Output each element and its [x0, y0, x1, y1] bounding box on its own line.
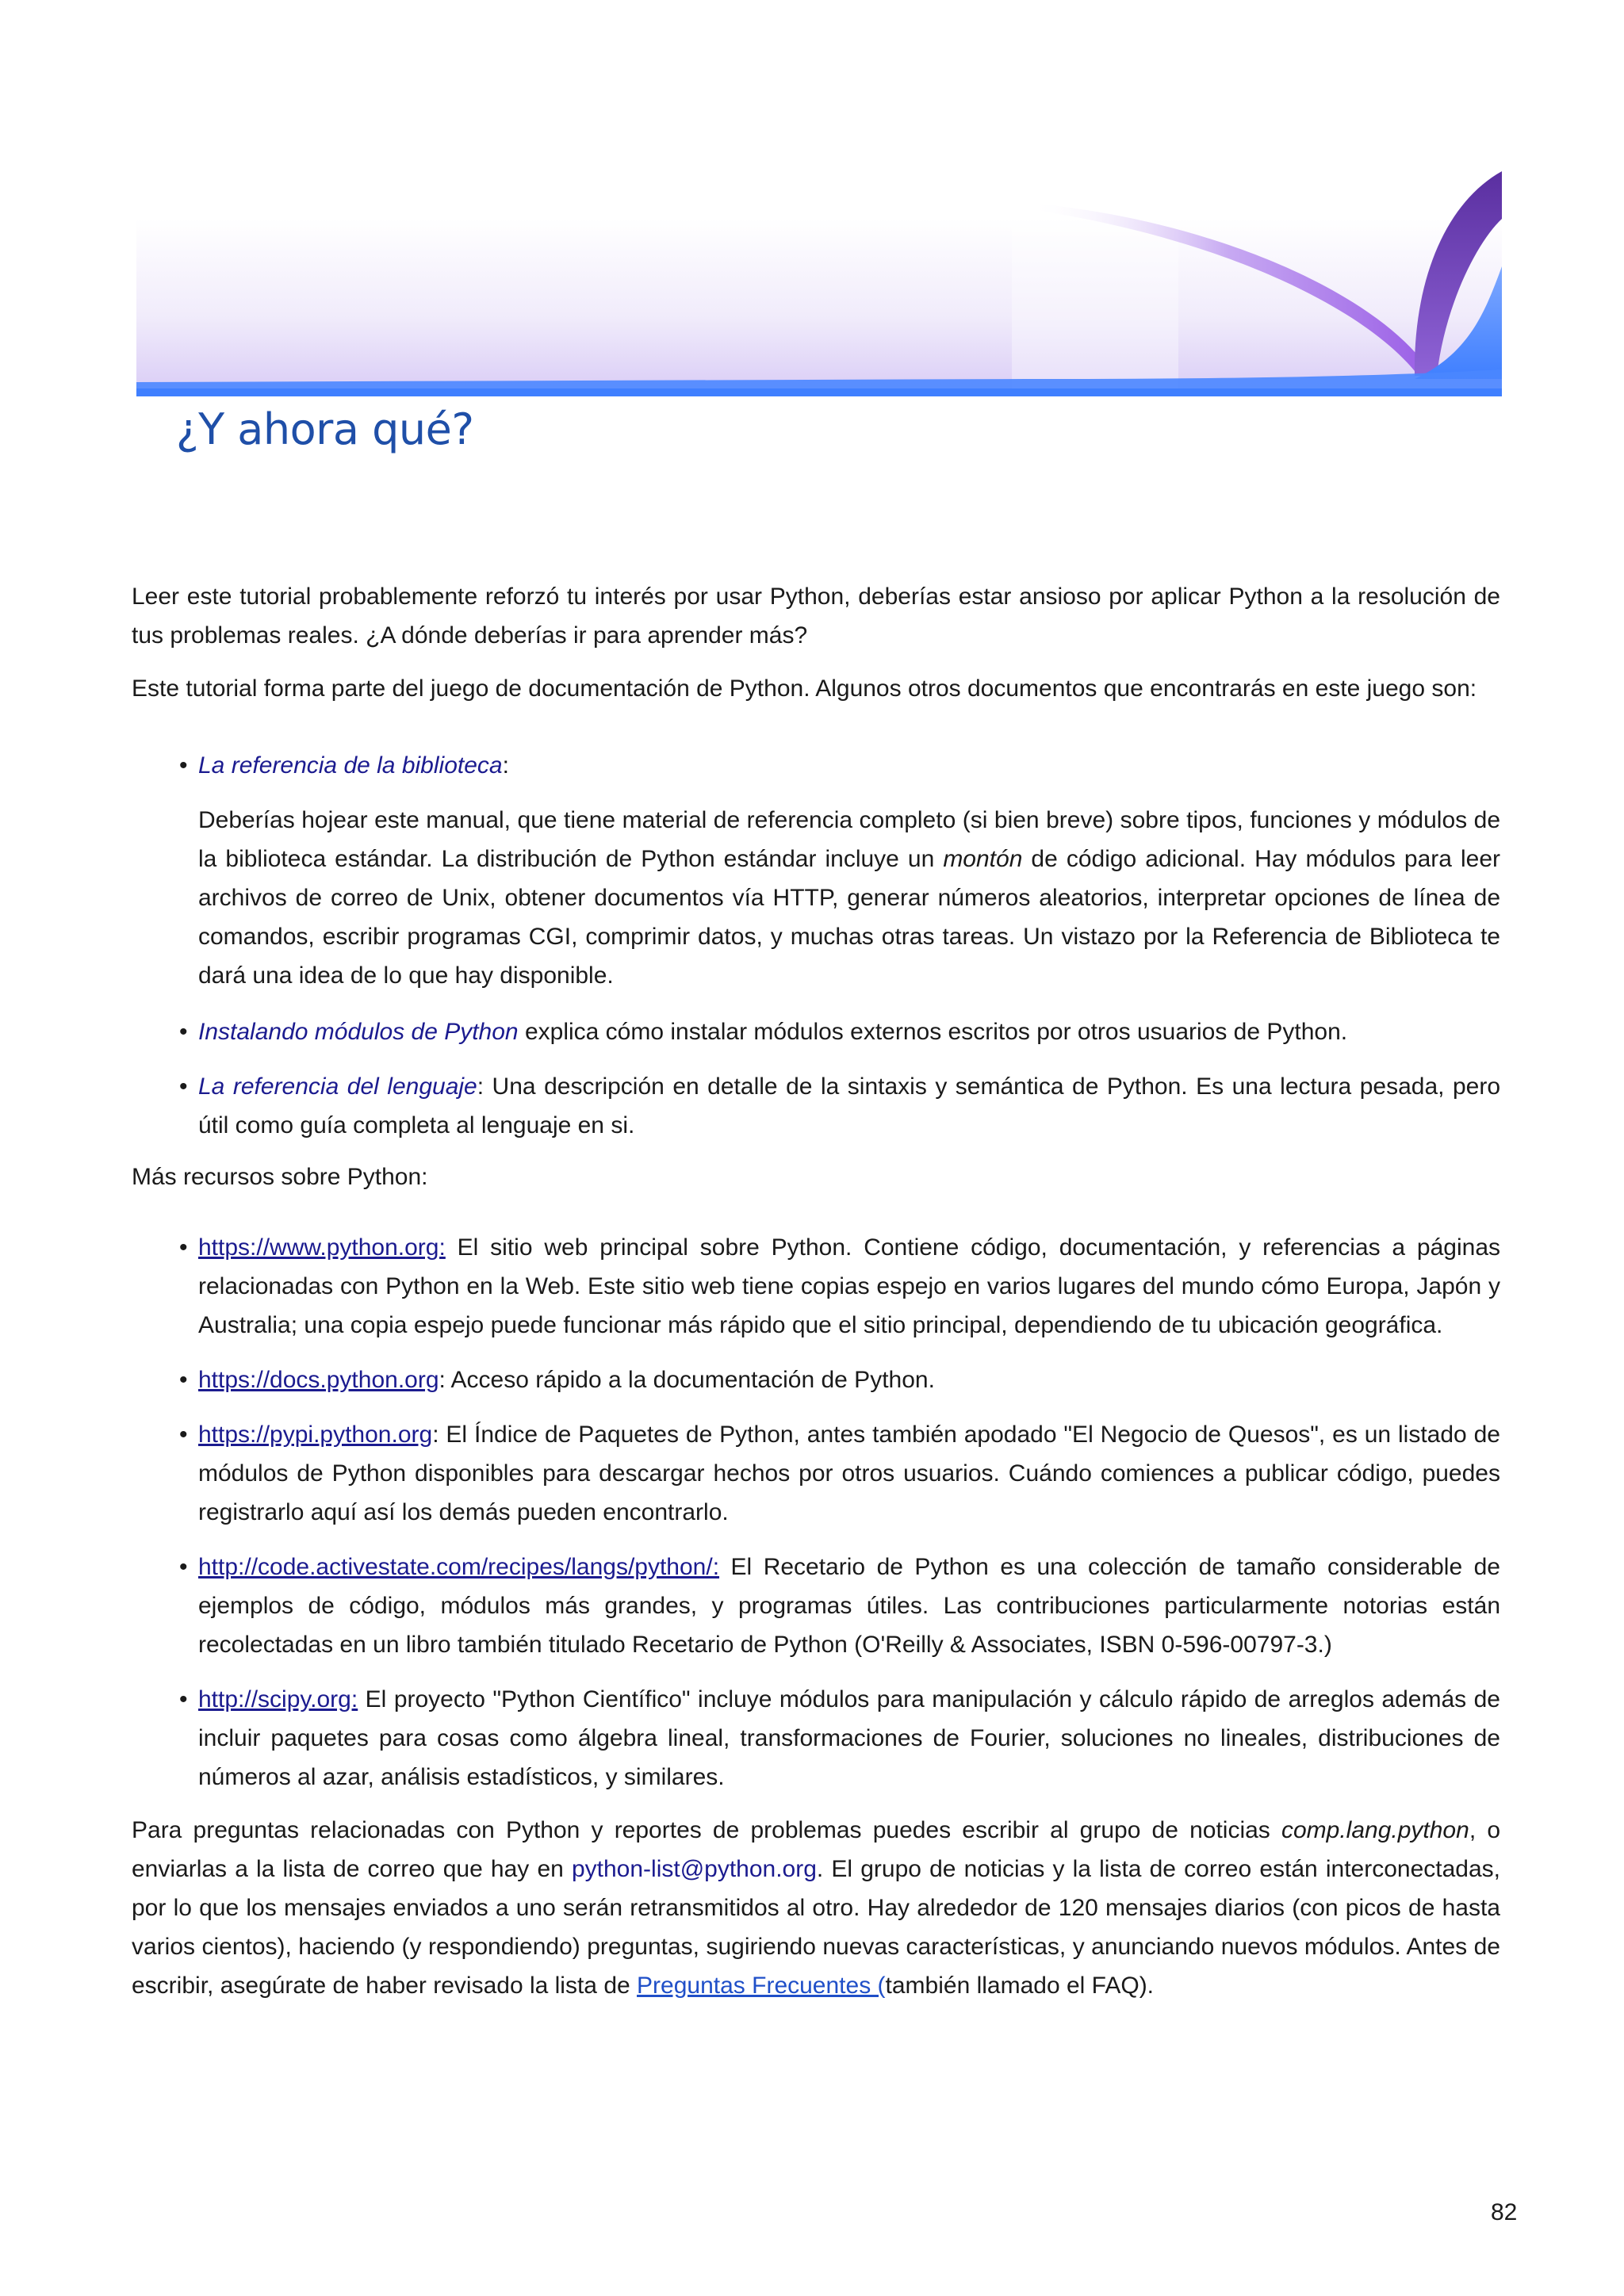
- bullet: •: [179, 1019, 188, 1045]
- closing-text-4: también llamado el FAQ).: [885, 1973, 1155, 1999]
- mailing-list-link[interactable]: python-list@python.org: [571, 1856, 817, 1882]
- newsgroup-name: comp.lang.python: [1281, 1817, 1469, 1843]
- list-item: [132, 1012, 1500, 1051]
- closing-paragraph: [132, 1811, 1500, 2005]
- library-desc-emphasis: montón: [943, 846, 1023, 872]
- list-item: [132, 1360, 1500, 1399]
- docs-list: [132, 746, 1500, 785]
- bullet: •: [179, 1686, 188, 1712]
- installing-text: explica cómo instalar módulos externos escritos por otros usuarios de Python.: [518, 1019, 1348, 1045]
- list-item: [132, 1548, 1500, 1664]
- bullet: •: [179, 752, 188, 779]
- page-number: 82: [1491, 2199, 1518, 2225]
- resource-text: : Acceso rápido a la documentación de Python.: [439, 1367, 935, 1393]
- docs-list-continued: [132, 1012, 1500, 1145]
- resource-text: : El Índice de Paquetes de Python, antes también apodado "El Negocio de Quesos", es un listado de módulos de Python disponibles para descargar hechos por otros usuarios. Cuándo comiences a publicar código, puedes registrarlo aquí así los demás pueden encontrarlo.: [198, 1422, 1500, 1525]
- bullet: •: [179, 1234, 188, 1261]
- bullet: •: [179, 1422, 188, 1448]
- language-text: : Una descripción en detalle de la sintaxis y semántica de Python. Es una lectura pesada, pero útil como guía completa al lenguaje en si.: [198, 1073, 1500, 1138]
- bullet: •: [179, 1554, 188, 1580]
- list-item: [132, 746, 1500, 785]
- docs-python-org-link[interactable]: https://docs.python.org: [198, 1367, 439, 1393]
- library-reference-link[interactable]: La referencia de la biblioteca: [198, 752, 503, 779]
- header-banner: [136, 171, 1502, 401]
- activestate-recipes-link[interactable]: http://code.activestate.com/recipes/langs/python/:: [198, 1554, 720, 1580]
- list-item: [132, 1415, 1500, 1532]
- language-reference-link[interactable]: La referencia del lenguaje: [198, 1073, 477, 1100]
- resources-heading: Más recursos sobre Python:: [132, 1164, 428, 1190]
- library-description: [198, 801, 1500, 995]
- resource-text: El proyecto "Python Científico" incluye módulos para manipulación y cálculo rápido de arreglos además de incluir paquetes para cosas como álgebra lineal, transformaciones de Fourier, soluciones no lineales, distribuciones de números al azar, análisis estadísticos, y similares.: [198, 1686, 1500, 1790]
- scipy-link[interactable]: http://scipy.org:: [198, 1686, 358, 1712]
- bullet: •: [179, 1367, 188, 1393]
- list-item: [132, 1680, 1500, 1797]
- bullet: •: [179, 1073, 188, 1100]
- intro-paragraph-2: Este tutorial forma parte del juego de documentación de Python. Algunos otros documentos que encontrarás en este juego son:: [132, 675, 1477, 702]
- list-item: [132, 1067, 1500, 1145]
- installing-modules-link[interactable]: Instalando módulos de Python: [198, 1019, 519, 1045]
- library-desc-text-2: de código adicional. Hay módulos para leer archivos de correo de Unix, obtener documentos vía HTTP, generar números aleatorios, interpretar opciones de línea de comandos, escribir programas CGI, comprimir datos, y muchas otras tareas. Un vistazo por la Referencia de Biblioteca te dará una idea de lo que hay disponible.: [198, 846, 1501, 989]
- page-title: ¿Y ahora qué?: [176, 404, 474, 454]
- resource-text: El sitio web principal sobre Python. Contiene código, documentación, y referencias a páginas relacionadas con Python en la Web. Este sitio web tiene copias espejo en varios lugares del mundo cómo Europa, Japón y Australia; una copia espejo puede funcionar más rápido que el sitio principal, dependiendo de tu ubicación geográfica.: [198, 1234, 1500, 1338]
- closing-text-2: , o enviarlas a la lista de correo que hay en: [132, 1817, 1501, 1882]
- pypi-link[interactable]: https://pypi.python.org: [198, 1422, 433, 1448]
- main-content: [132, 577, 1500, 2019]
- closing-text-3: . El grupo de noticias y la lista de correo están interconectadas, por lo que los mensajes enviados a uno serán retransmitidos al otro. Hay alrededor de 120 mensajes diarios (con picos de hasta varios cientos), haciendo (y respondiendo) preguntas, sugiriendo nuevas características, y anunciando nuevos módulos. Antes de escribir, asegúrate de haber revisado la lista de: [132, 1856, 1500, 1999]
- list-item: [132, 1228, 1500, 1345]
- resources-list: [132, 1228, 1500, 1797]
- closing-text-1: Para preguntas relacionadas con Python y reportes de problemas puedes escribir al grupo de noticias: [132, 1817, 1281, 1843]
- library-desc-text-1: Deberías hojear este manual, que tiene material de referencia completo (si bien breve) sobre tipos, funciones y módulos de la biblioteca estándar. La distribución de Python estándar incluye un: [198, 807, 1500, 872]
- library-suffix: :: [502, 752, 509, 779]
- resource-text: El Recetario de Python es una colección de tamaño considerable de ejemplos de código, módulos más grandes, y programas útiles. Las contribuciones particularmente notorias están recolectadas en un libro también titulado Recetario de Python (O'Reilly & Associates, ISBN 0-596-00797-3.): [198, 1554, 1500, 1658]
- banner-graphic: [136, 171, 1502, 401]
- faq-link[interactable]: Preguntas Frecuentes (: [637, 1973, 886, 1999]
- intro-paragraph-1: Leer este tutorial probablemente reforzó tu interés por usar Python, deberías estar ansioso por aplicar Python a la resolución de tus problemas reales. ¿A dónde deberías ir para aprender más?: [132, 584, 1500, 649]
- python-org-link[interactable]: https://www.python.org:: [198, 1234, 446, 1261]
